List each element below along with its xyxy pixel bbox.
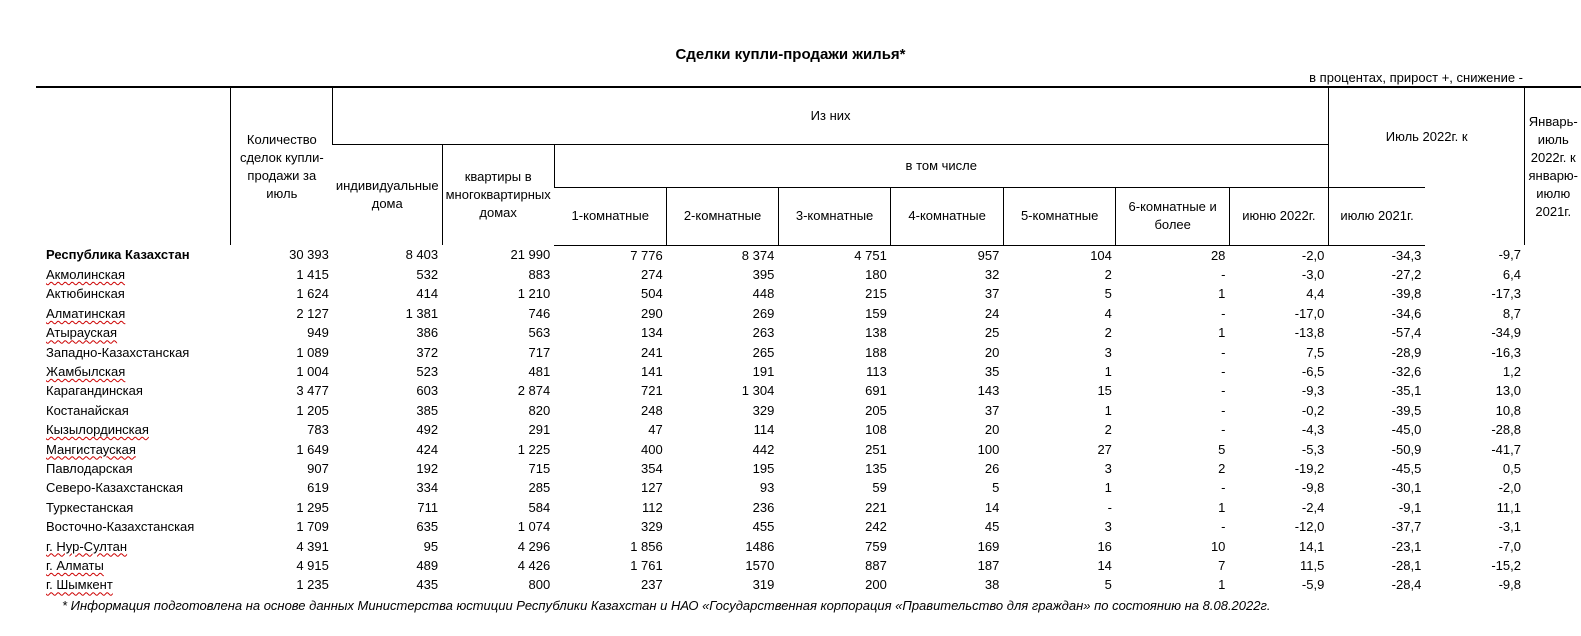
region-name-text: г. Нур-Султан: [46, 538, 128, 554]
units-note: в процентах, прирост +, снижение -: [1309, 70, 1523, 85]
region-name-text: Павлодарская: [46, 460, 133, 476]
cell-janjul: -7,0: [1498, 538, 1521, 554]
col-header-july-to: Июль 2022г. к: [1328, 87, 1525, 187]
region-name: [36, 342, 231, 361]
cell-jul21: -27,2: [1391, 267, 1422, 283]
cell-ind: 603: [416, 383, 439, 399]
cell-r3: 180: [865, 267, 887, 283]
col-header-flats: квартиры в многоквартирных домах: [442, 144, 554, 245]
cell-janjul: 11,1: [1496, 499, 1521, 515]
cell-janjul: -9,7: [1498, 247, 1521, 263]
cell-r2: 395: [752, 267, 775, 283]
cell-r5: 3: [1104, 460, 1112, 476]
housing-deals-table: [36, 86, 1581, 595]
cell-r6: -: [1221, 402, 1226, 418]
region-name-text: Костанайская: [46, 402, 129, 418]
region-name-text: Кызылординская: [46, 422, 149, 438]
region-name: [36, 304, 231, 323]
cell-ind: 8 403: [405, 247, 439, 263]
cell-r1: 1 856: [630, 538, 663, 554]
table-row: [36, 517, 1581, 536]
cell-janjul: 1,2: [1502, 364, 1521, 380]
cell-jul21: -23,1: [1391, 538, 1422, 554]
cell-jul21: -57,4: [1391, 325, 1422, 341]
cell-r3: 159: [865, 305, 887, 321]
cell-r2: 442: [752, 441, 775, 457]
table-row: [36, 323, 1581, 342]
col-header-v-tom-chisle: в том числе: [554, 144, 1328, 187]
cell-r1: 7 776: [630, 247, 663, 263]
cell-r6: -: [1221, 305, 1226, 321]
cell-janjul: 8,7: [1502, 305, 1521, 321]
cell-r1: 47: [648, 422, 663, 438]
cell-r6: 1: [1218, 325, 1226, 341]
cell-r6: 1: [1218, 286, 1226, 302]
cell-r1: 400: [641, 441, 663, 457]
cell-total: 1 205: [296, 402, 329, 418]
cell-flats: 4 426: [517, 557, 551, 573]
cell-ind: 414: [416, 286, 439, 302]
cell-flats: 1 074: [517, 519, 551, 535]
cell-ind: 424: [416, 441, 439, 457]
cell-jul21: -45,0: [1391, 422, 1422, 438]
cell-jul21: -28,1: [1391, 557, 1422, 573]
cell-ind: 385: [416, 402, 439, 418]
cell-r4: 20: [984, 422, 1000, 438]
cell-r4: 957: [977, 247, 1000, 263]
cell-flats: 1 210: [517, 286, 551, 302]
cell-janjul: -34,9: [1491, 325, 1521, 341]
cell-r5: 4: [1104, 305, 1112, 321]
cell-ind: 492: [416, 422, 439, 438]
cell-r2: 263: [752, 325, 775, 341]
cell-total: 1 709: [296, 519, 329, 535]
cell-r1: 241: [641, 344, 663, 360]
col-header-count: Количество сделок купли-продажи за июль: [231, 87, 333, 245]
region-name-text: Акмолинская: [46, 267, 126, 283]
cell-janjul: -15,2: [1491, 557, 1521, 573]
cell-june: -12,0: [1294, 519, 1325, 535]
cell-r1: 274: [641, 267, 663, 283]
cell-r5: 3: [1104, 519, 1112, 535]
region-name-text: Туркестанская: [46, 499, 134, 515]
cell-r3: 200: [865, 577, 887, 593]
cell-r4: 45: [984, 519, 1000, 535]
cell-jul21: -34,3: [1391, 247, 1422, 263]
cell-jul21: -28,4: [1391, 577, 1422, 593]
cell-r3: 59: [872, 480, 887, 496]
table-row: [36, 498, 1581, 517]
cell-jul21: -30,1: [1391, 480, 1422, 496]
cell-june: -17,0: [1294, 305, 1325, 321]
table-row: [36, 575, 1581, 594]
cell-r5: -: [1107, 499, 1112, 515]
cell-r2: 93: [759, 480, 775, 496]
cell-ind: 532: [416, 267, 439, 283]
cell-janjul: 0,5: [1502, 460, 1521, 476]
cell-total: 1 235: [296, 577, 329, 593]
cell-june: -5,3: [1301, 441, 1325, 457]
region-name: [36, 439, 231, 458]
cell-total: 3 477: [296, 383, 329, 399]
cell-ind: 386: [416, 325, 439, 341]
region-name: [36, 284, 231, 303]
region-name: [36, 362, 231, 381]
cell-june: -19,2: [1294, 460, 1325, 476]
cell-r3: 113: [866, 364, 887, 380]
cell-r5: 14: [1097, 557, 1112, 573]
cell-r3: 221: [865, 499, 887, 515]
cell-r2: 114: [753, 422, 775, 438]
cell-total: 4 915: [296, 557, 329, 573]
cell-r3: 887: [865, 557, 887, 573]
cell-r4: 187: [977, 557, 1000, 573]
cell-r6: -: [1221, 267, 1226, 283]
cell-r5: 3: [1104, 344, 1112, 360]
cell-r3: 138: [865, 325, 887, 341]
cell-r6: 1: [1218, 577, 1226, 593]
cell-june: -9,8: [1301, 480, 1325, 496]
cell-r4: 5: [992, 480, 1000, 496]
cell-r4: 25: [984, 325, 1000, 341]
col-header-2-room: 2-комнатные: [667, 187, 779, 245]
cell-flats: 717: [528, 344, 551, 360]
cell-r5: 104: [1090, 247, 1112, 263]
cell-r3: 242: [865, 519, 887, 535]
region-name-text: Восточно-Казахстанская: [46, 519, 195, 535]
cell-r6: -: [1221, 383, 1226, 399]
cell-flats: 21 990: [510, 247, 551, 263]
cell-june: -9,3: [1301, 383, 1325, 399]
cell-r6: -: [1221, 480, 1226, 496]
cell-r2: 1486: [745, 538, 775, 554]
region-name: [36, 536, 231, 555]
cell-r2: 195: [752, 460, 775, 476]
table-row: [36, 478, 1581, 497]
cell-jul21: -39,5: [1391, 402, 1422, 418]
cell-r4: 35: [984, 364, 1000, 380]
region-name-text: г. Алматы: [46, 557, 104, 573]
cell-r2: 236: [752, 499, 775, 515]
table-row: [36, 420, 1581, 439]
cell-r6: 10: [1210, 538, 1226, 554]
cell-r2: 1 304: [741, 383, 775, 399]
cell-total: 619: [307, 480, 329, 496]
cell-flats: 820: [528, 402, 551, 418]
cell-total: 907: [307, 460, 329, 476]
cell-r5: 27: [1097, 441, 1112, 457]
region-name: [36, 401, 231, 420]
cell-jul21: -37,7: [1391, 519, 1422, 535]
cell-r6: -: [1221, 422, 1226, 438]
cell-r3: 135: [865, 460, 887, 476]
region-name: [36, 381, 231, 400]
cell-r3: 108: [865, 422, 887, 438]
col-header-6-room: 6-комнатные и более: [1116, 187, 1230, 245]
cell-total: 949: [307, 325, 329, 341]
cell-r1: 134: [641, 325, 663, 341]
region-name: [36, 265, 231, 284]
cell-r1: 248: [641, 402, 663, 418]
cell-r1: 329: [641, 519, 663, 535]
cell-r5: 2: [1104, 267, 1112, 283]
cell-r5: 2: [1104, 422, 1112, 438]
cell-ind: 489: [416, 557, 439, 573]
cell-r5: 1: [1104, 402, 1112, 418]
cell-r6: -: [1221, 519, 1226, 535]
region-name-text: Западно-Казахстанская: [46, 344, 190, 360]
table-row: [36, 459, 1581, 478]
cell-r2: 455: [752, 519, 775, 535]
region-name-text: Актюбинская: [46, 286, 125, 302]
cell-jul21: -50,9: [1391, 441, 1422, 457]
region-name-text: Мангистауская: [46, 441, 136, 457]
cell-flats: 1 225: [517, 441, 551, 457]
cell-flats: 800: [528, 577, 551, 593]
cell-r6: 7: [1218, 557, 1226, 573]
cell-total: 1 624: [296, 286, 329, 302]
region-name: [36, 420, 231, 439]
cell-june: -2,0: [1301, 247, 1325, 263]
cell-r4: 37: [984, 286, 1000, 302]
cell-flats: 883: [528, 267, 551, 283]
cell-flats: 285: [528, 480, 551, 496]
region-name: [36, 323, 231, 342]
cell-june: -2,4: [1301, 499, 1325, 515]
cell-r1: 504: [641, 286, 663, 302]
table-row: [36, 362, 1581, 381]
cell-jul21: -45,5: [1391, 460, 1422, 476]
table-row: [36, 381, 1581, 400]
cell-r4: 20: [984, 344, 1000, 360]
region-name-text: Северо-Казахстанская: [46, 480, 184, 496]
document-title: Сделки купли-продажи жилья*: [675, 46, 906, 63]
cell-janjul: 10,8: [1495, 402, 1521, 418]
cell-r4: 14: [984, 499, 1000, 515]
cell-ind: 635: [416, 519, 439, 535]
cell-r6: 5: [1218, 441, 1226, 457]
cell-total: 2 127: [296, 305, 329, 321]
cell-r6: -: [1221, 364, 1226, 380]
cell-total: 783: [307, 422, 329, 438]
table-row: [36, 401, 1581, 420]
col-header-3-room: 3-комнатные: [778, 187, 891, 245]
cell-ind: 192: [416, 460, 439, 476]
cell-ind: 334: [416, 480, 439, 496]
table-row-total: [36, 245, 1581, 265]
cell-total: 1 295: [296, 499, 329, 515]
cell-r1: 127: [641, 480, 663, 496]
col-header-4-room: 4-комнатные: [891, 187, 1004, 245]
table-row: [36, 439, 1581, 458]
footnote: * Информация подготовлена на основе данных Министерства юстиции Республики Казахстан и НАО «Государственная корпорация «Правительство для граждан» по состоянию на 8.08.2022г.: [62, 598, 1271, 613]
cell-ind: 1 381: [405, 305, 439, 321]
cell-flats: 746: [528, 305, 551, 321]
table-row: [36, 536, 1581, 555]
cell-janjul: 6,4: [1502, 267, 1521, 283]
cell-ind: 523: [416, 364, 439, 380]
cell-r4: 143: [977, 383, 1000, 399]
cell-r1: 290: [641, 305, 663, 321]
cell-r4: 38: [984, 577, 1000, 593]
cell-r2: 8 374: [741, 247, 775, 263]
cell-r5: 16: [1097, 538, 1112, 554]
cell-flats: 563: [528, 325, 551, 341]
cell-r4: 32: [984, 267, 1000, 283]
cell-janjul: -2,0: [1498, 480, 1521, 496]
cell-total: 4 391: [296, 538, 329, 554]
region-name-text: Атырауская: [46, 325, 118, 341]
cell-r3: 205: [865, 402, 887, 418]
cell-flats: 291: [528, 422, 551, 438]
cell-r2: 269: [752, 305, 775, 321]
region-name-text: Карагандинская: [46, 383, 143, 399]
cell-r5: 15: [1097, 383, 1112, 399]
cell-r1: 1 761: [630, 557, 663, 573]
cell-flats: 4 296: [517, 538, 551, 554]
cell-june: 14,1: [1299, 538, 1325, 554]
table-body: [36, 245, 1581, 595]
cell-r4: 169: [977, 538, 1000, 554]
cell-janjul: -17,3: [1491, 286, 1521, 302]
cell-jul21: -32,6: [1391, 364, 1422, 380]
corner-cell: [36, 87, 231, 245]
col-header-5-room: 5-комнатные: [1003, 187, 1116, 245]
cell-june: 7,5: [1306, 344, 1325, 360]
cell-flats: 2 874: [517, 383, 551, 399]
region-name: [36, 245, 231, 265]
cell-jul21: -39,8: [1391, 286, 1422, 302]
cell-june: -6,5: [1301, 364, 1325, 380]
region-name: [36, 498, 231, 517]
col-header-june: июню 2022г.: [1229, 187, 1328, 245]
region-name: [36, 478, 231, 497]
cell-june: 4,4: [1306, 286, 1325, 302]
cell-june: -0,2: [1301, 402, 1325, 418]
cell-r5: 1: [1104, 364, 1112, 380]
cell-jul21: -34,6: [1391, 305, 1422, 321]
region-name-text: Жамбылская: [46, 364, 126, 380]
cell-jul21: -28,9: [1391, 344, 1422, 360]
table-row: [36, 342, 1581, 361]
cell-janjul: 13,0: [1495, 383, 1521, 399]
cell-ind: 95: [423, 538, 439, 554]
region-name: [36, 575, 231, 594]
table-row: [36, 284, 1581, 303]
cell-janjul: -9,8: [1498, 577, 1521, 593]
cell-total: 1 649: [296, 441, 329, 457]
table-row: [36, 265, 1581, 284]
cell-r3: 691: [865, 383, 887, 399]
cell-r2: 329: [752, 402, 775, 418]
table-row: [36, 304, 1581, 323]
cell-janjul: -16,3: [1491, 344, 1521, 360]
col-header-july-2021: июлю 2021г.: [1328, 187, 1425, 245]
cell-flats: 481: [528, 364, 551, 380]
cell-r6: 28: [1210, 247, 1226, 263]
cell-r5: 2: [1104, 325, 1112, 341]
cell-june: -13,8: [1294, 325, 1325, 341]
cell-june: -4,3: [1301, 422, 1325, 438]
cell-r4: 100: [977, 441, 1000, 457]
cell-r3: 188: [865, 344, 887, 360]
cell-r5: 5: [1104, 286, 1112, 302]
cell-r3: 251: [865, 441, 887, 457]
cell-r2: 1570: [745, 557, 775, 573]
col-header-individual: индивидуальные дома: [335, 177, 439, 211]
col-header-jan-jul: Январь-июль 2022г. к январю-июлю 2021г.: [1525, 87, 1581, 245]
col-header-1-room: 1-комнатные: [554, 187, 667, 245]
cell-r6: 2: [1218, 460, 1226, 476]
cell-r3: 215: [865, 286, 887, 302]
cell-total: 1 089: [296, 344, 329, 360]
cell-flats: 584: [528, 499, 551, 515]
cell-june: 11,5: [1299, 557, 1325, 573]
cell-r1: 721: [641, 383, 663, 399]
region-name-text: Алматинская: [46, 305, 126, 321]
cell-total: 30 393: [289, 247, 329, 263]
cell-jul21: -35,1: [1391, 383, 1422, 399]
cell-r1: 112: [642, 499, 663, 515]
col-header-iz-nih: Из них: [333, 87, 1328, 144]
region-name: [36, 517, 231, 536]
cell-ind: 711: [417, 499, 439, 515]
cell-r2: 448: [752, 286, 775, 302]
cell-june: -5,9: [1301, 577, 1325, 593]
region-name-text: г. Шымкент: [46, 577, 113, 593]
cell-ind: 372: [416, 344, 439, 360]
cell-jul21: -9,1: [1398, 499, 1422, 515]
cell-r1: 237: [641, 577, 663, 593]
region-name-text: Республика Казахстан: [46, 247, 190, 263]
cell-ind: 435: [416, 577, 439, 593]
cell-june: -3,0: [1301, 267, 1325, 283]
cell-r2: 191: [752, 364, 775, 380]
cell-r1: 141: [641, 364, 663, 380]
cell-total: 1 004: [296, 364, 329, 380]
cell-r5: 5: [1104, 577, 1112, 593]
cell-total: 1 415: [296, 267, 329, 283]
cell-r2: 319: [752, 577, 775, 593]
cell-flats: 715: [528, 460, 551, 476]
cell-r3: 759: [865, 538, 887, 554]
cell-r6: 1: [1218, 499, 1226, 515]
cell-r6: -: [1221, 344, 1226, 360]
cell-r5: 1: [1104, 480, 1112, 496]
cell-janjul: -28,8: [1491, 422, 1521, 438]
region-name: [36, 459, 231, 478]
cell-r4: 26: [984, 460, 1000, 476]
cell-r4: 24: [984, 305, 1000, 321]
cell-janjul: -3,1: [1498, 519, 1521, 535]
cell-r2: 265: [752, 344, 775, 360]
cell-janjul: -41,7: [1491, 441, 1521, 457]
table-row: [36, 556, 1581, 575]
region-name: [36, 556, 231, 575]
cell-r4: 37: [984, 402, 1000, 418]
cell-r3: 4 751: [854, 247, 887, 263]
cell-r1: 354: [641, 460, 663, 476]
